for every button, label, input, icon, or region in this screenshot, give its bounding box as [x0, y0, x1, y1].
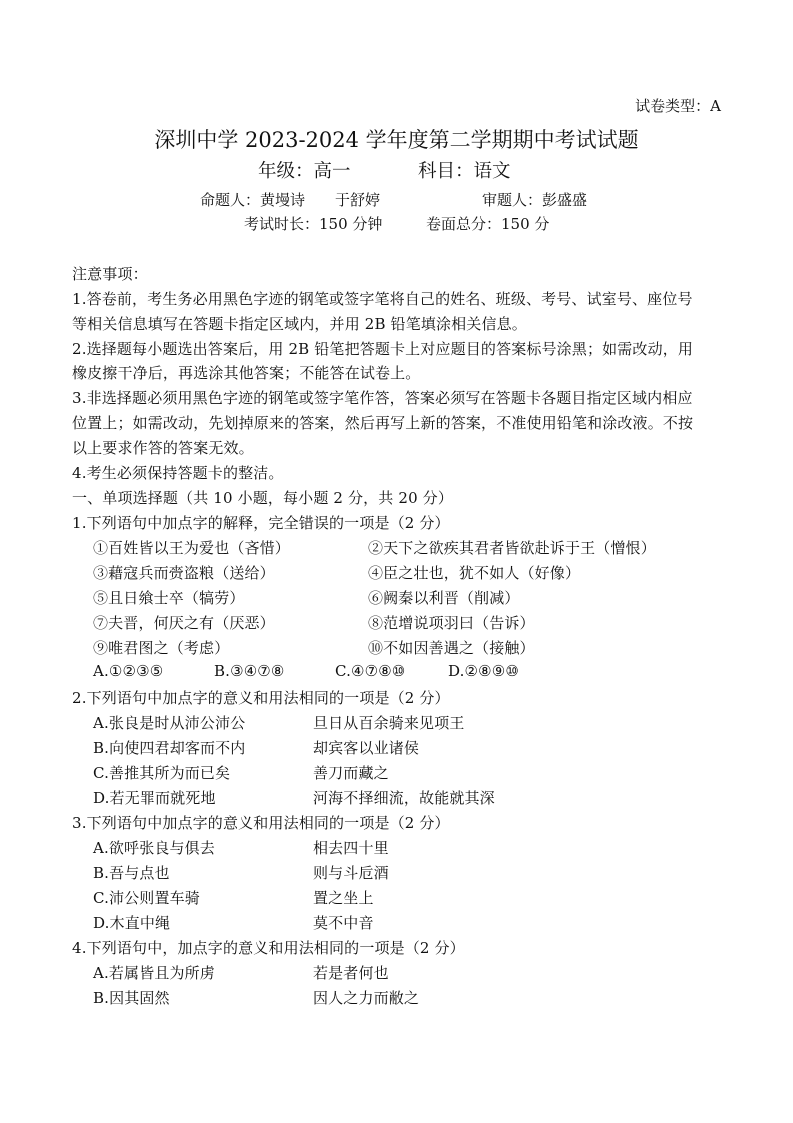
subject-label: 科目：语文 — [418, 161, 511, 182]
question-3-stem: 3.下列语句中加点字的意义和用法相同的一项是（2 分） — [72, 814, 450, 832]
question-2-stem: 2.下列语句中加点字的意义和用法相同的一项是（2 分） — [72, 689, 450, 707]
exam-title: 深圳中学 2023-2024 学年度第二学期期中考试试题 — [154, 128, 639, 152]
q1-item: ⑥阙秦以利晋（削减） — [368, 589, 520, 607]
notice-line: 橡皮擦干净后，再选涂其他答案；不能答在试卷上。 — [72, 364, 421, 382]
q2-option-d-pair: 河海不择细流，故能就其深 — [313, 789, 495, 807]
notice-line: 2.选择题每小题选出答案后，用 2B 铅笔把答题卡上对应题目的答案标号涂黑；如需改动，用 — [72, 340, 694, 358]
q2-option-d: D.若无罪而就死地 — [93, 789, 216, 807]
q1-item: ④臣之壮也，犹不如人（好像） — [368, 564, 581, 582]
grade-label: 年级：高一 — [258, 161, 351, 182]
q1-item: ②天下之欲疾其君者皆欲赴诉于王（憎恨） — [368, 539, 656, 557]
q4-option-b: B.因其固然 — [93, 989, 170, 1007]
q3-option-d-pair: 莫不中音 — [313, 914, 374, 932]
q4-option-a-pair: 若是者何也 — [313, 964, 389, 982]
q3-option-a: A.欲呼张良与俱去 — [93, 839, 215, 857]
q1-item: ①百姓皆以王为爱也（吝惜） — [93, 539, 290, 557]
section-heading: 一、单项选择题（共 10 小题，每小题 2 分，共 20 分） — [72, 489, 453, 507]
q4-option-b-pair: 因人之力而敝之 — [313, 989, 420, 1007]
q1-item: ③藉寇兵而赍盗粮（送给） — [93, 564, 275, 582]
q2-option-b-pair: 却宾客以业诸侯 — [313, 739, 420, 757]
q1-item: ⑩不如因善遇之（接触） — [368, 639, 535, 657]
q3-option-c: C.沛公则置车骑 — [93, 889, 200, 907]
notice-line: 位置上；如需改动，先划掉原来的答案，然后再写上新的答案，不准使用铅笔和涂改液。不按 — [72, 414, 694, 432]
q2-option-c: C.善推其所为而已矣 — [93, 764, 231, 782]
reviewer-label: 审题人：彭盛盛 — [482, 191, 588, 209]
notice-line: 3.非选择题必须用黑色字迹的钢笔或签字笔作答，答案必须写在答题卡各题目指定区域内相应 — [72, 389, 693, 407]
total-score-label: 卷面总分：150 分 — [426, 215, 550, 233]
q3-option-a-pair: 相去四十里 — [313, 839, 389, 857]
q3-option-c-pair: 置之坐上 — [313, 889, 374, 907]
q1-option-a: A.①②③⑤ — [93, 662, 164, 680]
q1-item: ⑧范增说项羽曰（告诉） — [368, 614, 535, 632]
question-1-stem: 1.下列语句中加点字的解释，完全错误的一项是（2 分） — [72, 514, 450, 532]
q1-option-d: D.②⑧⑨⑩ — [448, 662, 519, 680]
q4-option-a: A.若属皆且为所虏 — [93, 964, 215, 982]
q2-option-a-pair: 旦日从百余骑来见项王 — [313, 714, 465, 732]
q2-option-c-pair: 善刀而藏之 — [313, 764, 389, 782]
q3-option-b: B.吾与点也 — [93, 864, 170, 882]
setters-label: 命题人：黄墁诗 于舒婷 — [200, 191, 381, 209]
q3-option-b-pair: 则与斗卮酒 — [313, 864, 389, 882]
paper-type: 试卷类型：A — [635, 97, 721, 115]
notice-line: 4.考生必须保持答题卡的整洁。 — [72, 464, 284, 482]
duration-label: 考试时长：150 分钟 — [244, 215, 383, 233]
q1-item: ⑨唯君图之（考虑） — [93, 639, 230, 657]
q1-option-b: B.③④⑦⑧ — [214, 662, 285, 680]
notice-line: 等相关信息填写在答题卡指定区域内，并用 2B 铅笔填涂相关信息。 — [72, 315, 527, 333]
question-4-stem: 4.下列语句中，加点字的意义和用法相同的一项是（2 分） — [72, 939, 465, 957]
q1-item: ⑦夫晋，何厌之有（厌恶） — [93, 614, 275, 632]
notice-heading: 注意事项： — [72, 265, 148, 283]
q1-item: ⑤且日飨士卒（犒劳） — [93, 589, 245, 607]
notice-line: 1.答卷前，考生务必用黑色字迹的钢笔或签字笔将自己的姓名、班级、考号、试室号、座位号 — [72, 290, 693, 308]
q1-option-c: C.④⑦⑧⑩ — [335, 662, 406, 680]
q2-option-a: A.张良是时从沛公沛公 — [93, 714, 246, 732]
q3-option-d: D.木直中绳 — [93, 914, 171, 932]
q2-option-b: B.向使四君却客而不内 — [93, 739, 246, 757]
notice-line: 以上要求作答的答案无效。 — [72, 439, 254, 457]
